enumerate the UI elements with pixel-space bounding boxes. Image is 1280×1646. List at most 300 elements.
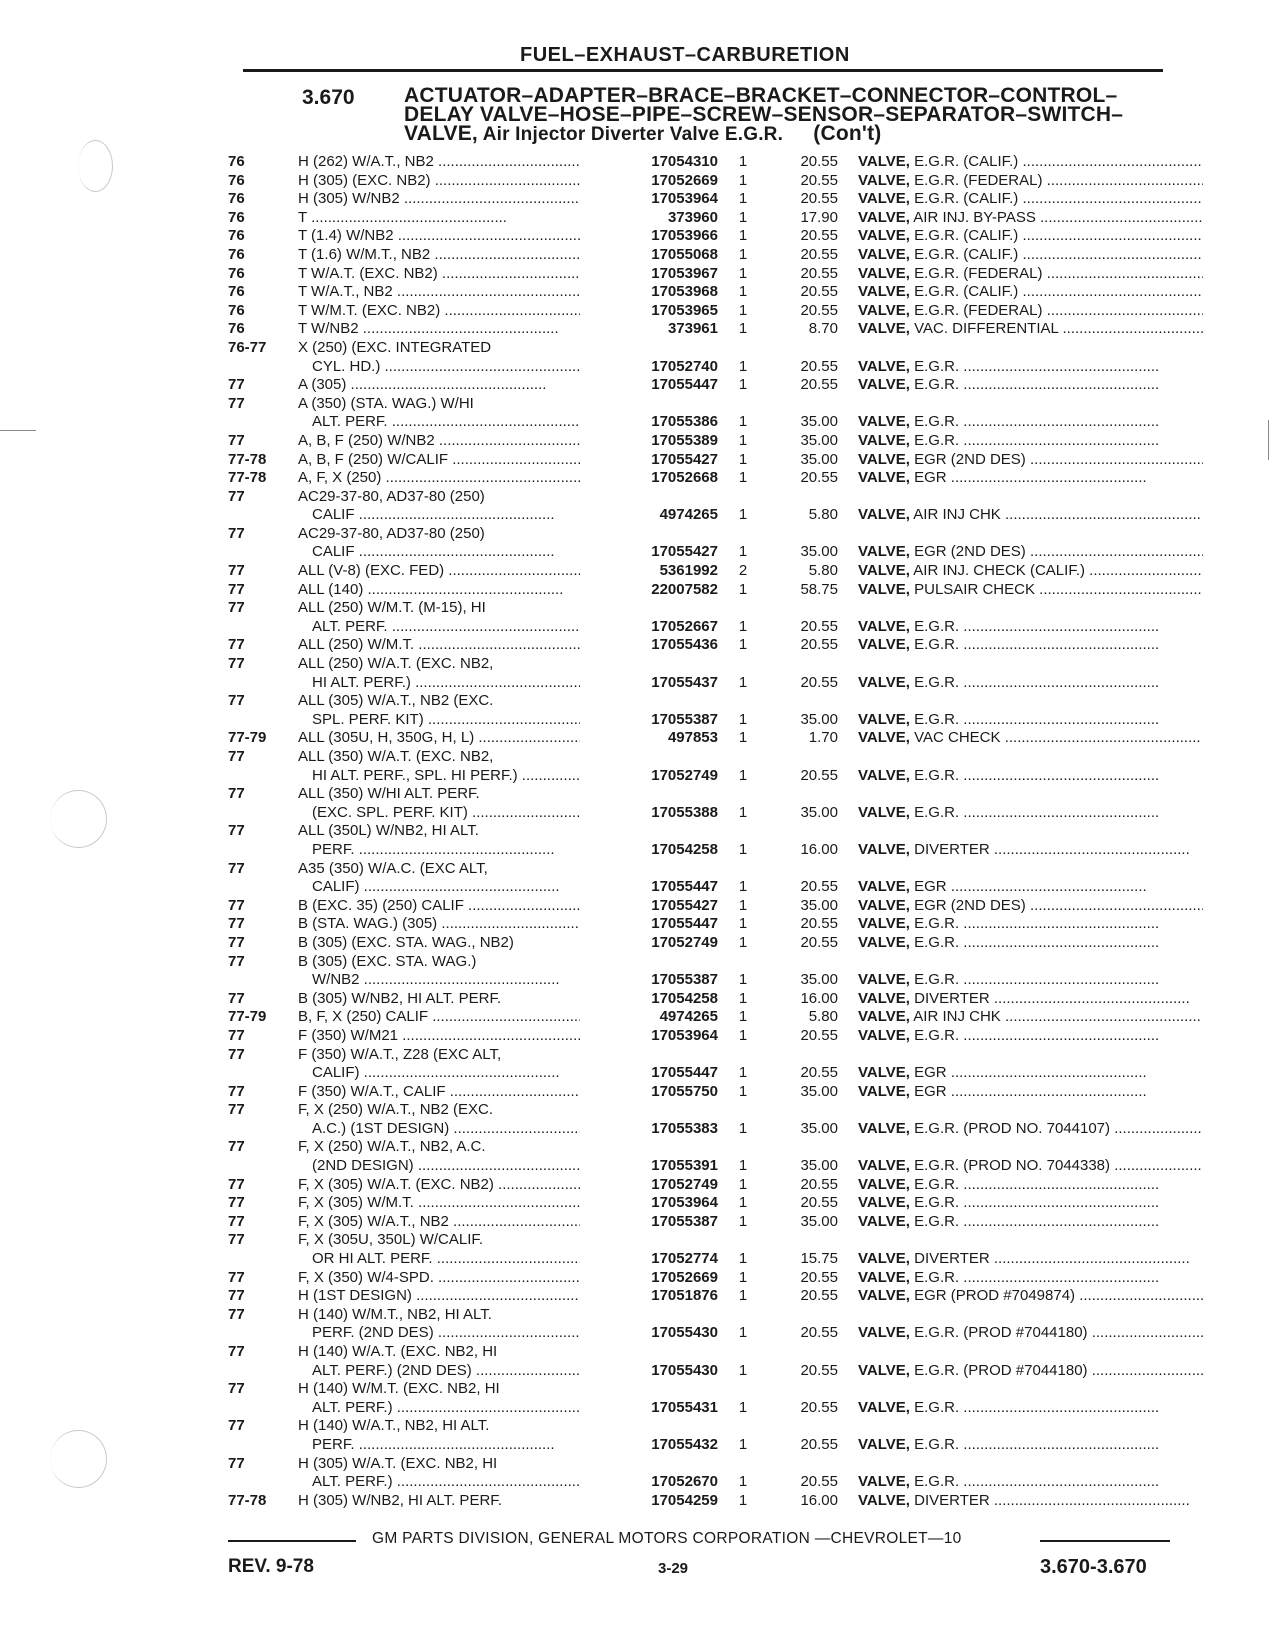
application-description <box>298 860 580 897</box>
price: 20.55 <box>800 1194 838 1212</box>
model-year: 77 <box>228 1417 245 1435</box>
price: 20.55 <box>800 1361 838 1379</box>
part-name: VALVE, E.G.R. ..... <box>858 934 1203 953</box>
model-year: 77 <box>228 1454 245 1472</box>
part-number: 17055383 <box>651 1119 718 1137</box>
part-number: 17053966 <box>651 227 718 245</box>
part-description-line-2: CALIF ..... <box>298 543 580 562</box>
part-number: 17055387 <box>651 710 718 728</box>
model-year: 77-79 <box>228 1008 267 1026</box>
page-number: 3-29 <box>658 1560 689 1577</box>
section-title-line-2: DELAY VALVE–HOSE–PIPE–SCREW–SENSOR–SEPARATOR–SWITCH– <box>404 103 1124 126</box>
application-description <box>298 1380 580 1417</box>
list-item <box>228 1231 1200 1268</box>
part-number: 17055430 <box>651 1361 718 1379</box>
application-description <box>298 599 580 636</box>
price: 35.00 <box>800 450 838 468</box>
part-description: B (305) (EXC. STA. WAG., NB2) <box>298 933 514 951</box>
part-description-line-1: F, X (250) W/A.T., NB2 (EXC. <box>298 1101 494 1119</box>
list-item <box>228 1455 1200 1492</box>
part-number: 17055431 <box>651 1398 718 1416</box>
list-item <box>228 1027 1200 1046</box>
model-year: 77 <box>228 1305 245 1323</box>
list-item <box>228 636 1200 655</box>
model-year: 76 <box>228 171 245 189</box>
list-item <box>228 1269 1200 1288</box>
price: 20.55 <box>800 617 838 635</box>
part-description-line-2: OR HI ALT. PERF. ..... <box>298 1250 580 1269</box>
application-description <box>298 1194 580 1213</box>
footer-rule-left <box>228 1540 356 1542</box>
part-description-line-1: H (140) W/A.T., NB2, HI ALT. <box>298 1417 490 1435</box>
part-description-line-1: H (305) W/A.T. (EXC. NB2, HI <box>298 1454 498 1472</box>
part-description-line-2: ALT. PERF.) (2ND DES) ..... <box>298 1362 580 1381</box>
part-description: T ..... <box>298 209 507 226</box>
list-item <box>228 1343 1200 1380</box>
part-number: 17055447 <box>651 915 718 933</box>
list-item <box>228 227 1200 246</box>
part-number: 373961 <box>667 320 718 338</box>
part-number: 17052740 <box>651 357 718 375</box>
model-year: 76 <box>228 227 245 245</box>
model-year: 77 <box>228 580 245 598</box>
part-description-line-1: A (350) (STA. WAG.) W/HI <box>298 394 474 412</box>
price: 35.00 <box>800 710 838 728</box>
part-name: VALVE, VAC CHECK ..... <box>858 729 1203 748</box>
part-name: VALVE, E.G.R. (CALIF.) ..... <box>858 246 1203 265</box>
part-description: T W/M.T. (EXC. NB2) ..... <box>298 302 580 319</box>
price: 35.00 <box>800 803 838 821</box>
quantity: 1 <box>738 543 748 561</box>
price: 20.55 <box>800 1473 838 1491</box>
part-name: VALVE, E.G.R. (CALIF.) ..... <box>858 227 1203 246</box>
part-description-line-2: PERF. ..... <box>298 841 580 860</box>
quantity: 1 <box>738 1175 748 1193</box>
part-number: 17051876 <box>651 1287 718 1305</box>
quantity: 1 <box>738 896 748 914</box>
part-name: VALVE, EGR ..... <box>858 469 1203 488</box>
part-number: 17054258 <box>651 989 718 1007</box>
price: 17.90 <box>800 208 838 226</box>
price: 20.55 <box>800 1064 838 1082</box>
price: 20.55 <box>800 673 838 691</box>
quantity: 1 <box>738 1250 748 1268</box>
part-name: VALVE, E.G.R. ..... <box>858 1436 1203 1455</box>
part-description-line-1: ALL (350) W/HI ALT. PERF. <box>298 785 480 803</box>
section-title-line-3: VALVE, Air Injector Diverter Valve E.G.R. (Con't) <box>404 122 882 145</box>
part-description-line-1: ALL (350L) W/NB2, HI ALT. <box>298 822 479 840</box>
price: 16.00 <box>800 989 838 1007</box>
price: 20.55 <box>800 171 838 189</box>
part-description-line-2: PERF. ..... <box>298 1436 580 1455</box>
part-name: VALVE, EGR ..... <box>858 878 1203 897</box>
application-description <box>298 283 580 302</box>
part-description-line-2: PERF. (2ND DES) ..... <box>298 1324 580 1343</box>
quantity: 1 <box>738 413 748 431</box>
punch-hole-mark <box>50 790 107 848</box>
part-description: ALL (140) ..... <box>298 581 563 598</box>
price: 35.00 <box>800 543 838 561</box>
part-description: H (305) (EXC. NB2) ..... <box>298 172 580 189</box>
price: 35.00 <box>800 1119 838 1137</box>
quantity: 1 <box>738 1435 748 1453</box>
part-description-line-2: CALIF) ..... <box>298 1064 580 1083</box>
price: 20.55 <box>800 878 838 896</box>
price: 20.55 <box>800 1026 838 1044</box>
quantity: 1 <box>738 878 748 896</box>
application-description <box>298 1343 580 1380</box>
application-description <box>298 1083 580 1102</box>
part-description: F, X (350) W/4-SPD. ..... <box>298 1269 580 1286</box>
list-item <box>228 1287 1200 1306</box>
part-number: 17055447 <box>651 376 718 394</box>
part-description: A, B, F (250) W/NB2 ..... <box>298 432 580 449</box>
application-description <box>298 1455 580 1492</box>
part-name: VALVE, DIVERTER ..... <box>858 1250 1203 1269</box>
part-number: 17054259 <box>651 1491 718 1509</box>
quantity: 1 <box>738 301 748 319</box>
part-description-line-1: AC29-37-80, AD37-80 (250) <box>298 487 485 505</box>
part-description-line-1: ALL (250) W/A.T. (EXC. NB2, <box>298 655 494 673</box>
list-item <box>228 190 1200 209</box>
quantity: 1 <box>738 1026 748 1044</box>
list-item <box>228 1380 1200 1417</box>
part-number: 17052749 <box>651 933 718 951</box>
part-description: F (350) W/M21 ..... <box>298 1027 580 1044</box>
application-description <box>298 209 580 228</box>
part-name: VALVE, E.G.R. (FEDERAL) ..... <box>858 172 1203 191</box>
part-description: H (305) W/NB2 ..... <box>298 190 580 207</box>
list-item <box>228 395 1200 432</box>
list-item <box>228 1083 1200 1102</box>
quantity: 1 <box>738 1268 748 1286</box>
application-description <box>298 934 580 953</box>
part-number: 17052774 <box>651 1250 718 1268</box>
part-number: 17052669 <box>651 171 718 189</box>
part-name: VALVE, PULSAIR CHECK ..... <box>858 581 1203 600</box>
part-name: VALVE, E.G.R. ..... <box>858 711 1203 730</box>
list-item <box>228 283 1200 302</box>
application-description <box>298 562 580 581</box>
part-number: 17053964 <box>651 190 718 208</box>
quantity: 1 <box>738 636 748 654</box>
model-year: 77 <box>228 692 245 710</box>
part-name: VALVE, AIR INJ CHK ..... <box>858 1008 1203 1027</box>
model-year: 77 <box>228 822 245 840</box>
list-item <box>228 1194 1200 1213</box>
price: 35.00 <box>800 413 838 431</box>
list-item <box>228 897 1200 916</box>
header-rule <box>243 69 1163 72</box>
list-item <box>228 729 1200 748</box>
part-name: VALVE, E.G.R. ..... <box>858 1194 1203 1213</box>
model-year: 77 <box>228 636 245 654</box>
part-name: VALVE, E.G.R. ..... <box>858 618 1203 637</box>
application-description <box>298 395 580 432</box>
list-item <box>228 265 1200 284</box>
part-name: VALVE, E.G.R. (PROD #7044180) ..... <box>858 1324 1203 1343</box>
application-description <box>298 525 580 562</box>
part-name: VALVE, E.G.R. ..... <box>858 1213 1203 1232</box>
part-description-line-2: CYL. HD.) ..... <box>298 358 580 377</box>
price: 20.55 <box>800 227 838 245</box>
part-description: B (EXC. 35) (250) CALIF ..... <box>298 897 580 914</box>
model-year: 77 <box>228 1212 245 1230</box>
part-description-line-1: A35 (350) W/A.C. (EXC ALT, <box>298 859 488 877</box>
application-description <box>298 1138 580 1175</box>
model-year: 77 <box>228 599 245 617</box>
application-description <box>298 636 580 655</box>
part-description-line-2: SPL. PERF. KIT) ..... <box>298 711 580 730</box>
part-description: H (1ST DESIGN) ..... <box>298 1287 580 1304</box>
part-description: ALL (V-8) (EXC. FED) ..... <box>298 562 580 579</box>
application-description <box>298 172 580 191</box>
model-year: 77 <box>228 1343 245 1360</box>
quantity: 1 <box>738 989 748 1007</box>
part-description: A, B, F (250) W/CALIF ..... <box>298 451 580 468</box>
model-year: 77 <box>228 989 245 1007</box>
quantity: 1 <box>738 1064 748 1082</box>
punch-hole-mark <box>50 1430 107 1488</box>
model-year: 77-78 <box>228 450 267 468</box>
list-item <box>228 953 1200 990</box>
price: 20.55 <box>800 1175 838 1193</box>
part-description-line-1: ALL (350) W/A.T. (EXC. NB2, <box>298 748 494 765</box>
quantity: 1 <box>738 766 748 784</box>
application-description <box>298 953 580 990</box>
quantity: 1 <box>738 264 748 282</box>
application-description <box>298 227 580 246</box>
model-year: 77 <box>228 1045 245 1063</box>
part-name: VALVE, E.G.R. ..... <box>858 432 1203 451</box>
part-number: 17054310 <box>651 153 718 170</box>
part-description: ALL (250) W/M.T. ..... <box>298 636 580 653</box>
part-number: 17052667 <box>651 617 718 635</box>
part-name: VALVE, EGR (2ND DES) ..... <box>858 543 1203 562</box>
footer-rule-right <box>1040 1540 1170 1542</box>
application-description <box>298 1492 580 1511</box>
part-description-line-1: F (350) W/A.T., Z28 (EXC ALT, <box>298 1045 502 1063</box>
part-name: VALVE, E.G.R. ..... <box>858 767 1203 786</box>
parts-list <box>228 153 1200 1510</box>
model-year: 77 <box>228 1287 245 1305</box>
model-year: 76-77 <box>228 338 267 356</box>
price: 35.00 <box>800 1212 838 1230</box>
part-name: VALVE, E.G.R. (CALIF.) ..... <box>858 190 1203 209</box>
part-description-line-1: B (305) (EXC. STA. WAG.) <box>298 952 477 970</box>
price: 20.55 <box>800 301 838 319</box>
part-name: VALVE, E.G.R. (PROD NO. 7044338) ..... <box>858 1157 1203 1176</box>
part-number: 4974265 <box>659 506 718 524</box>
price: 20.55 <box>800 636 838 654</box>
part-description-line-2: (2ND DESIGN) ..... <box>298 1157 580 1176</box>
part-number: 17052749 <box>651 766 718 784</box>
quantity: 1 <box>738 283 748 301</box>
part-description-line-2: A.C.) (1ST DESIGN) ..... <box>298 1120 580 1139</box>
part-description-line-1: F, X (250) W/A.T., NB2, A.C. <box>298 1138 486 1156</box>
quantity: 1 <box>738 1008 748 1026</box>
quantity: 1 <box>738 971 748 989</box>
list-item <box>228 320 1200 339</box>
part-description: T W/A.T. (EXC. NB2) ..... <box>298 265 580 282</box>
part-number: 17055068 <box>651 245 718 263</box>
part-number: 17053964 <box>651 1026 718 1044</box>
price: 16.00 <box>800 1491 838 1509</box>
list-item <box>228 302 1200 321</box>
quantity: 1 <box>738 1361 748 1379</box>
part-name: VALVE, E.G.R. ..... <box>858 971 1203 990</box>
application-description <box>298 581 580 600</box>
quantity: 1 <box>738 1491 748 1509</box>
list-item <box>228 469 1200 488</box>
price: 20.55 <box>800 245 838 263</box>
price: 20.55 <box>800 933 838 951</box>
part-description: B (STA. WAG.) (305) ..... <box>298 915 580 932</box>
application-description <box>298 265 580 284</box>
price: 20.55 <box>800 1398 838 1416</box>
application-description <box>298 692 580 729</box>
quantity: 1 <box>738 450 748 468</box>
part-name: VALVE, E.G.R. ..... <box>858 674 1203 693</box>
model-year: 77 <box>228 524 245 542</box>
part-description-line-1: H (140) W/A.T. (EXC. NB2, HI <box>298 1343 498 1360</box>
application-description <box>298 339 580 376</box>
part-description-line-2: ALT. PERF. ..... <box>298 618 580 637</box>
application-description <box>298 748 580 785</box>
application-description <box>298 1231 580 1268</box>
section-number: 3.670 <box>302 86 355 109</box>
quantity: 1 <box>738 803 748 821</box>
part-description: A, F, X (250) ..... <box>298 469 580 486</box>
part-description-line-1: ALL (250) W/M.T. (M-15), HI <box>298 599 486 617</box>
part-description-line-1: H (140) W/M.T. (EXC. NB2, HI <box>298 1380 500 1398</box>
quantity: 1 <box>738 673 748 691</box>
list-item <box>228 860 1200 897</box>
price: 5.80 <box>808 562 838 580</box>
price: 5.80 <box>808 1008 838 1026</box>
part-number: 17053964 <box>651 1194 718 1212</box>
part-description: F, X (305) W/M.T. ..... <box>298 1194 580 1211</box>
part-number: 17053968 <box>651 283 718 301</box>
part-description-line-1: H (140) W/M.T., NB2, HI ALT. <box>298 1305 492 1323</box>
model-year: 76 <box>228 190 245 208</box>
model-year: 77 <box>228 785 245 803</box>
application-description <box>298 432 580 451</box>
quantity: 1 <box>738 1473 748 1491</box>
quantity: 1 <box>738 245 748 263</box>
quantity: 1 <box>738 1082 748 1100</box>
part-name: VALVE, AIR INJ. CHECK (CALIF.) ..... <box>858 562 1203 581</box>
section-title-subtitle: Air Injector Diverter Valve E.G.R. <box>477 124 784 145</box>
part-description: F, X (305) W/A.T. (EXC. NB2) ..... <box>298 1176 580 1193</box>
part-description: B (305) W/NB2, HI ALT. PERF. <box>298 989 502 1007</box>
part-name: VALVE, E.G.R. ..... <box>858 1399 1203 1418</box>
part-description-line-2: (EXC. SPL. PERF. KIT) ..... <box>298 804 580 823</box>
list-item <box>228 990 1200 1009</box>
application-description <box>298 1417 580 1454</box>
part-name: VALVE, AIR INJ CHK ..... <box>858 506 1203 525</box>
part-description: F (350) W/A.T., CALIF ..... <box>298 1083 580 1100</box>
price: 35.00 <box>800 896 838 914</box>
model-year: 77 <box>228 1380 245 1398</box>
list-item <box>228 525 1200 562</box>
part-number: 17052669 <box>651 1268 718 1286</box>
list-item <box>228 488 1200 525</box>
quantity: 1 <box>738 171 748 189</box>
application-description <box>298 246 580 265</box>
part-name: VALVE, E.G.R. (FEDERAL) ..... <box>858 302 1203 321</box>
part-description-line-2: W/NB2 ..... <box>298 971 580 990</box>
list-item <box>228 1213 1200 1232</box>
footer-publisher: GM PARTS DIVISION, GENERAL MOTORS CORPORATION —CHEVROLET—10 <box>372 1530 962 1547</box>
model-year: 77 <box>228 1138 245 1156</box>
list-item <box>228 599 1200 636</box>
quantity: 1 <box>738 729 748 747</box>
application-description <box>298 1101 580 1138</box>
list-item <box>228 655 1200 692</box>
part-number: 17055447 <box>651 1064 718 1082</box>
quantity: 1 <box>738 431 748 449</box>
part-number: 17053965 <box>651 301 718 319</box>
part-name: VALVE, E.G.R. (PROD NO. 7044107) ..... <box>858 1120 1203 1139</box>
part-number: 17055427 <box>651 543 718 561</box>
model-year: 77 <box>228 376 245 394</box>
model-year: 77 <box>228 1082 245 1100</box>
quantity: 1 <box>738 617 748 635</box>
price: 20.55 <box>800 264 838 282</box>
part-number: 17053967 <box>651 264 718 282</box>
quantity: 1 <box>738 1157 748 1175</box>
quantity: 1 <box>738 1324 748 1342</box>
part-number: 22007582 <box>651 580 718 598</box>
model-year: 76 <box>228 208 245 226</box>
model-year: 76 <box>228 320 245 338</box>
part-description-line-2: CALIF ..... <box>298 506 580 525</box>
model-year: 77 <box>228 487 245 505</box>
price: 15.75 <box>800 1250 838 1268</box>
quantity: 1 <box>738 469 748 487</box>
quantity: 1 <box>738 320 748 338</box>
part-description: A (305) ..... <box>298 376 546 393</box>
part-number: 17055387 <box>651 971 718 989</box>
quantity: 1 <box>738 580 748 598</box>
part-number: 17055388 <box>651 803 718 821</box>
list-item <box>228 1101 1200 1138</box>
model-year: 77 <box>228 859 245 877</box>
edge-mark <box>0 430 36 431</box>
model-year: 77 <box>228 1175 245 1193</box>
application-description <box>298 897 580 916</box>
part-description-line-2: ALT. PERF.) ..... <box>298 1473 580 1492</box>
part-description-line-1: F, X (305U, 350L) W/CALIF. <box>298 1231 484 1249</box>
price: 16.00 <box>800 840 838 858</box>
part-number: 17055430 <box>651 1324 718 1342</box>
application-description <box>298 1008 580 1027</box>
list-item <box>228 1138 1200 1175</box>
list-item <box>228 153 1200 172</box>
edge-mark <box>1268 420 1269 460</box>
list-item <box>228 934 1200 953</box>
part-name: VALVE, E.G.R. (CALIF.) ..... <box>858 283 1203 302</box>
list-item <box>228 1046 1200 1083</box>
part-description: B, F, X (250) CALIF ..... <box>298 1008 580 1025</box>
part-number: 4974265 <box>659 1008 718 1026</box>
list-item <box>228 822 1200 859</box>
part-number: 17052668 <box>651 469 718 487</box>
part-name: VALVE, AIR INJ. BY-PASS ..... <box>858 209 1203 228</box>
section-title-continued: (Con't) <box>813 122 882 145</box>
section-title <box>404 86 1184 144</box>
